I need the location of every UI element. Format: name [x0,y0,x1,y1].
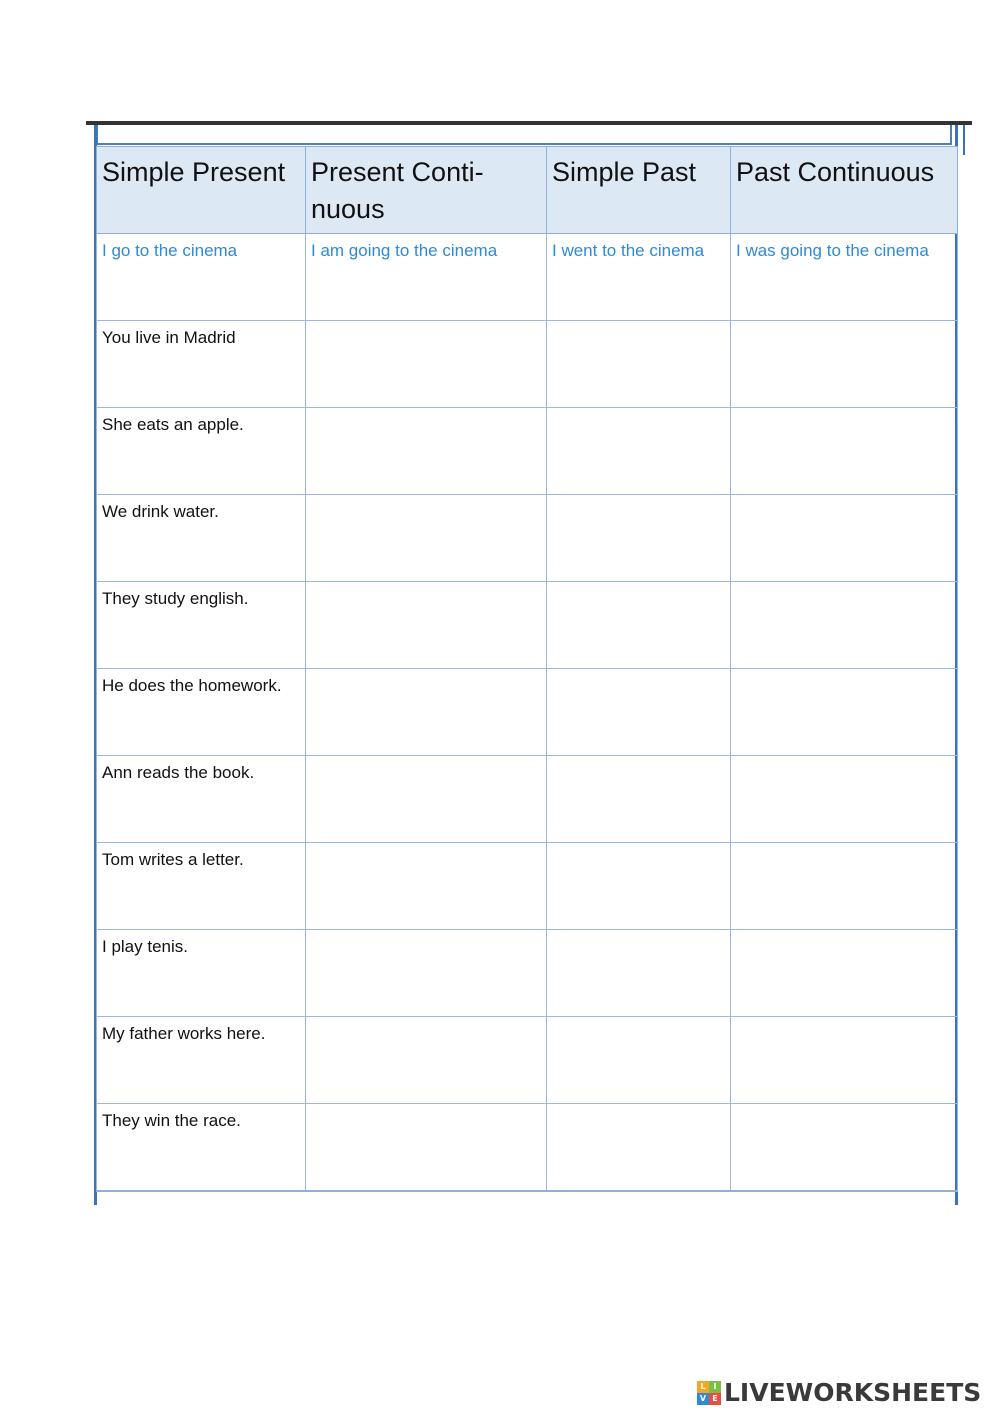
sentence-cell: She eats an apple. [97,408,306,495]
table-row [97,756,958,843]
answer-simple-past[interactable] [547,1017,731,1104]
answer-simple-past[interactable] [547,756,731,843]
example-past-continuous: I was going to the cinema [731,234,958,321]
table-row [97,408,958,495]
header-simple-past: Simple Past [547,147,731,234]
table-row [97,321,958,408]
header-past-continuous: Past Continuous [731,147,958,234]
brand-name: LIVEWORKSHEETS [724,1378,982,1407]
answer-past-continuous[interactable] [731,843,958,930]
table-row [97,1104,958,1191]
answer-past-continuous[interactable] [731,1017,958,1104]
sentence-cell: We drink water. [97,495,306,582]
sentence-cell: I play tenis. [97,930,306,1017]
liveworksheets-brand [697,1378,981,1408]
sentence-cell: They study english. [97,582,306,669]
answer-past-continuous[interactable] [731,495,958,582]
answer-simple-past[interactable] [547,843,731,930]
answer-present-continuous[interactable] [306,669,547,756]
sentence-cell: He does the homework. [97,669,306,756]
answer-present-continuous[interactable] [306,930,547,1017]
tense-table [96,146,958,1192]
answer-present-continuous[interactable] [306,408,547,495]
table-row [97,1017,958,1104]
example-row [97,234,958,321]
logo-letter: I [709,1381,721,1393]
header-present-continuous: Present Conti- nuous [306,147,547,234]
answer-present-continuous[interactable] [306,843,547,930]
answer-past-continuous[interactable] [731,669,958,756]
logo-letter: L [697,1381,709,1393]
header-row [97,147,958,234]
answer-past-continuous[interactable] [731,1104,958,1191]
answer-present-continuous[interactable] [306,495,547,582]
answer-past-continuous[interactable] [731,321,958,408]
answer-simple-past[interactable] [547,1104,731,1191]
answer-simple-past[interactable] [547,321,731,408]
table-row [97,930,958,1017]
answer-simple-past[interactable] [547,495,731,582]
table-row [97,669,958,756]
logo-letter: E [709,1393,721,1405]
sentence-cell: Tom writes a letter. [97,843,306,930]
answer-past-continuous[interactable] [731,756,958,843]
answer-present-continuous[interactable] [306,1104,547,1191]
answer-past-continuous[interactable] [731,408,958,495]
logo-letter: V [697,1393,709,1405]
answer-present-continuous[interactable] [306,1017,547,1104]
answer-past-continuous[interactable] [731,582,958,669]
answer-present-continuous[interactable] [306,756,547,843]
table-row [97,843,958,930]
answer-present-continuous[interactable] [306,321,547,408]
table-row [97,495,958,582]
right-border-outer [963,125,965,155]
top-frame [96,125,952,145]
answer-simple-past[interactable] [547,408,731,495]
example-simple-present: I go to the cinema [97,234,306,321]
answer-simple-past[interactable] [547,930,731,1017]
sentence-cell: Ann reads the book. [97,756,306,843]
liveworksheets-logo-icon [697,1381,721,1405]
example-present-continuous: I am going to the cinema [306,234,547,321]
example-simple-past: I went to the cinema [547,234,731,321]
table-row [97,582,958,669]
answer-simple-past[interactable] [547,669,731,756]
sentence-cell: They win the race. [97,1104,306,1191]
header-simple-present: Simple Present [97,147,306,234]
answer-past-continuous[interactable] [731,930,958,1017]
answer-simple-past[interactable] [547,582,731,669]
sentence-cell: You live in Madrid [97,321,306,408]
sentence-cell: My father works here. [97,1017,306,1104]
answer-present-continuous[interactable] [306,582,547,669]
